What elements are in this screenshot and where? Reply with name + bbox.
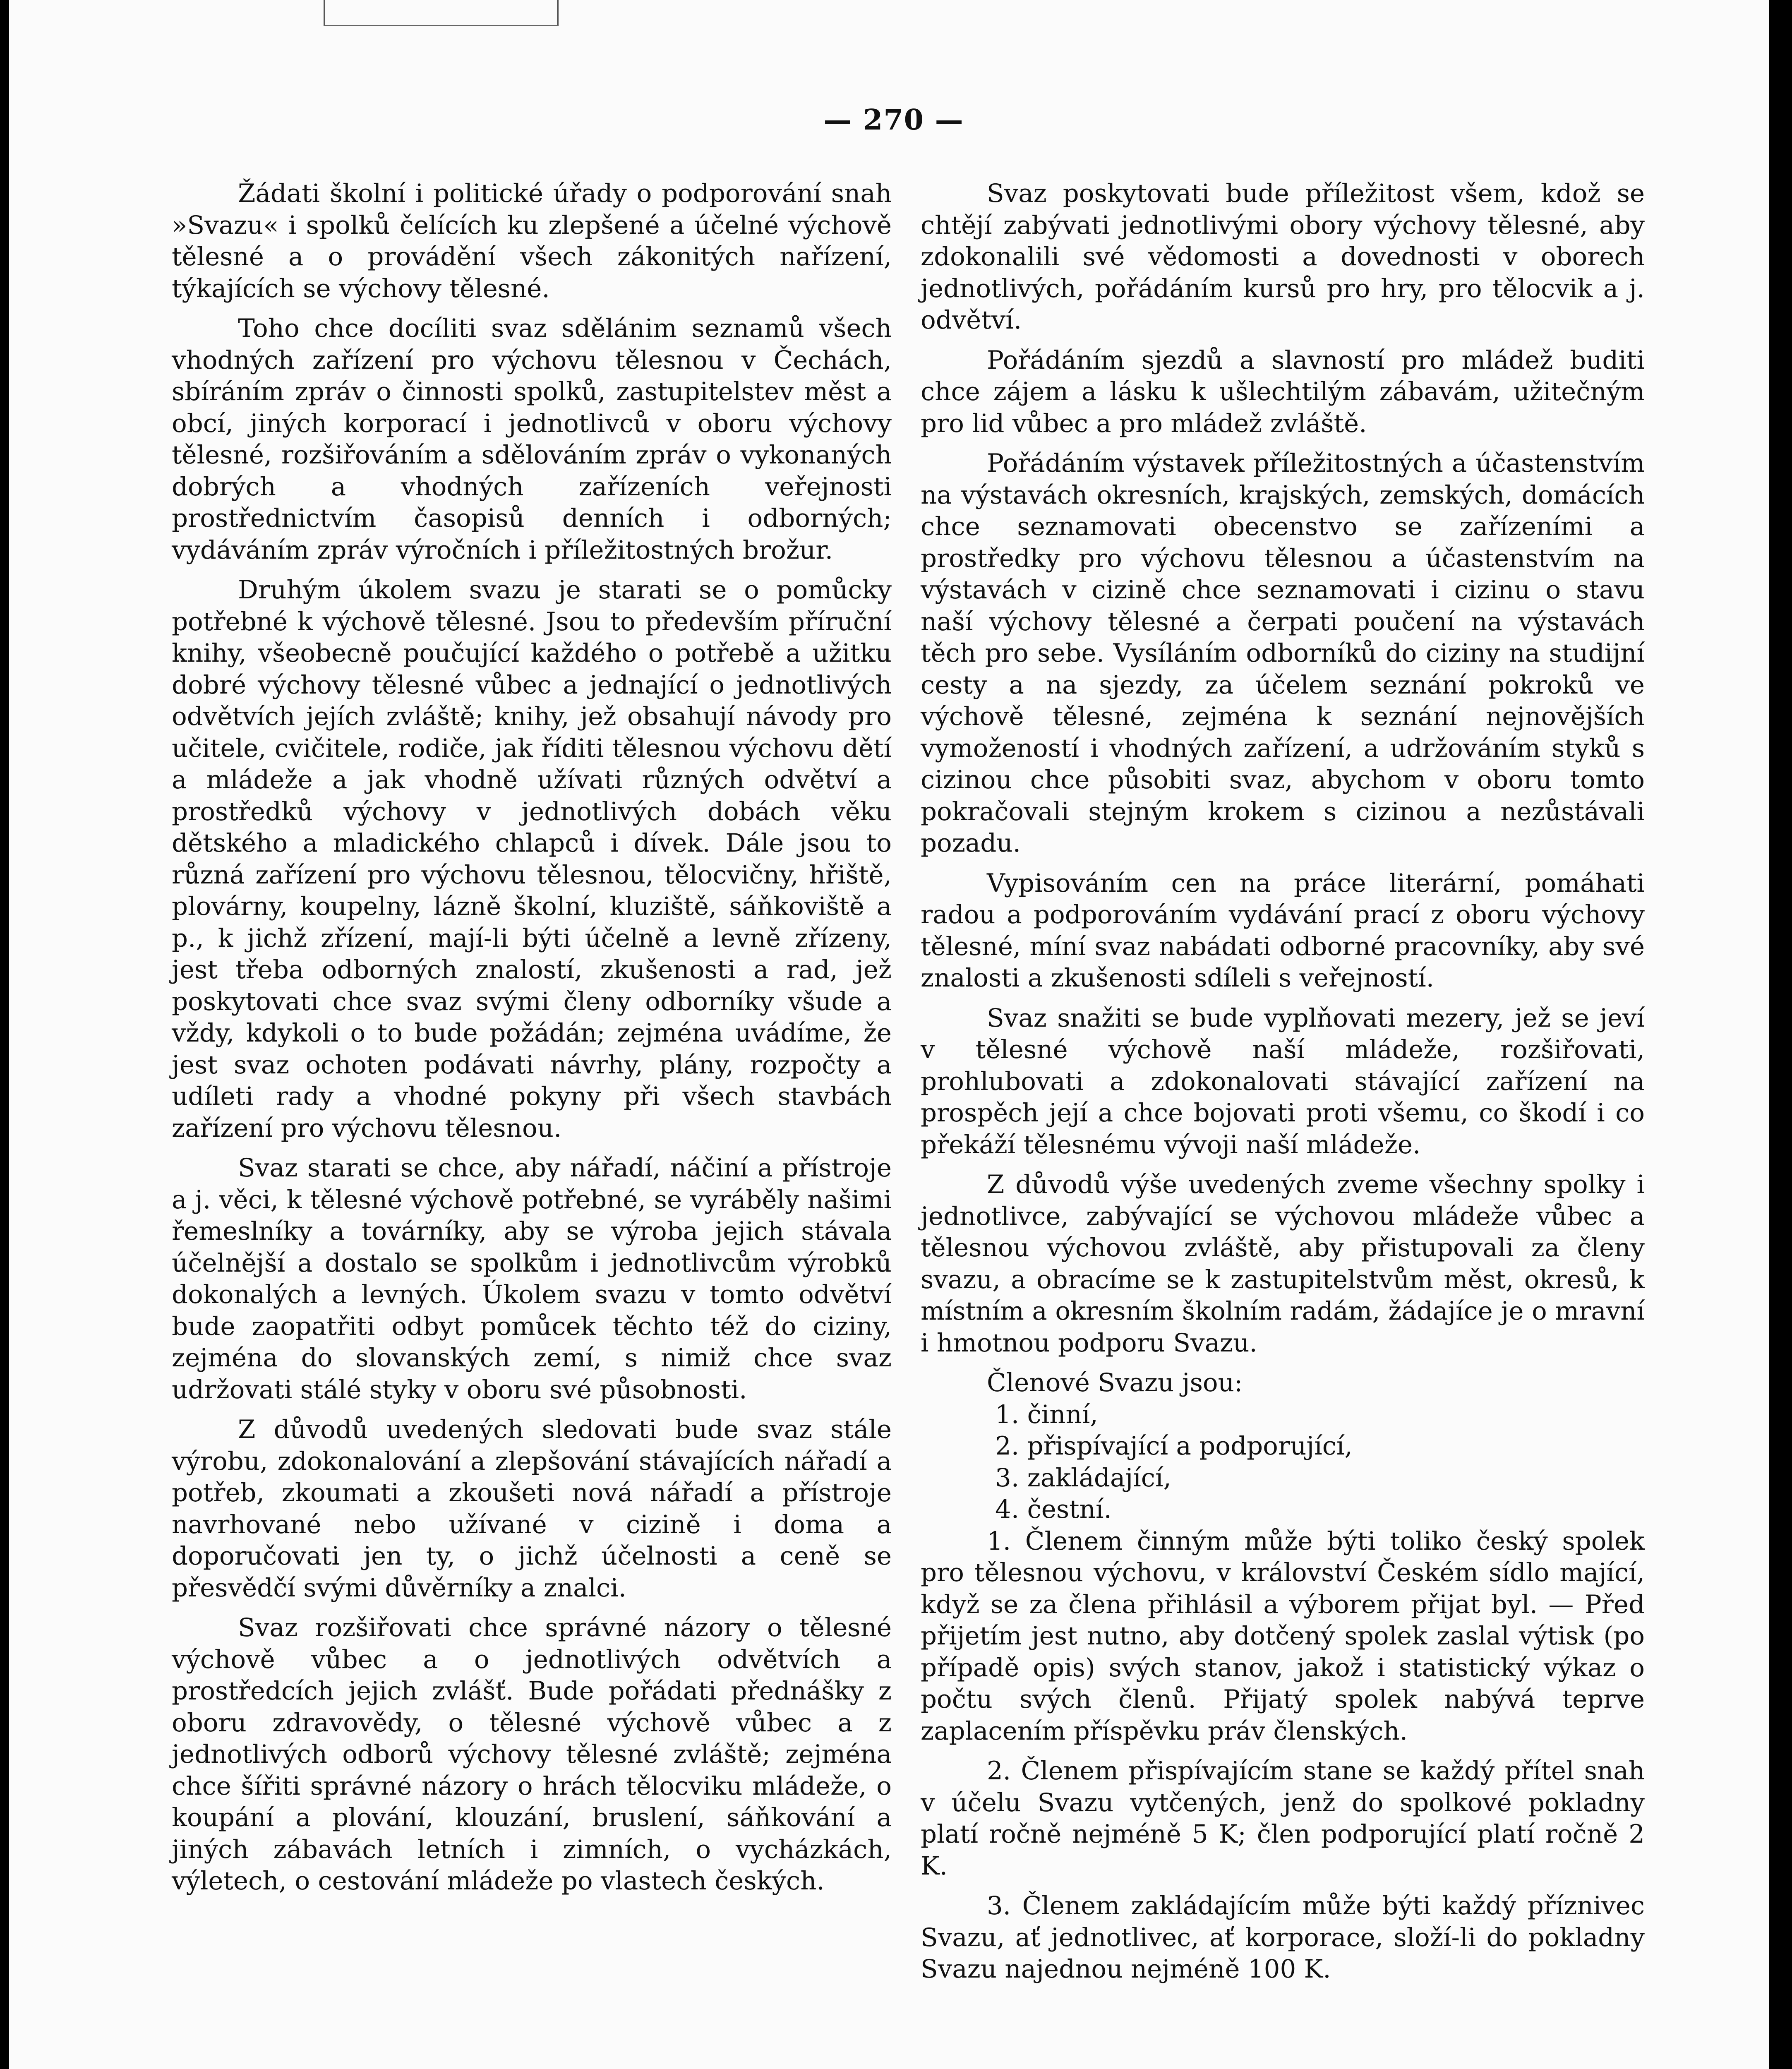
- member-type-item: 2. přispívající a podporující,: [995, 1431, 1353, 1461]
- paragraph: Svaz snažiti se bude vyplňovati mezery, jež se jeví v tělesné výchově naší mládeže, rozšiřovati, prohlubovati a zdokonalovati stávající zařízení na prospěch její a chce bojovati proti všemu, co škodí i co překáží tělesnému vývoji naší mládeže.: [921, 1003, 1645, 1159]
- paragraph: Svaz starati se chce, aby nářadí, náčiní a přístroje a j. věci, k tělesné výchově potřebné, se vyráběly našimi řemeslníky a továrníky, aby se výroba jejich stávala účelnější a dostalo se spolkům i jednotlivcům výrobků dokonalých a levných. Úkolem svazu v tomto odvětví bude zaopatřiti odbyt pomůcek těchto též do ciziny, zejména do slovanských zemí, s nimiž chce svaz udržovati stálé styky v oboru své působnosti.: [172, 1153, 892, 1404]
- paragraph: Z důvodů uvedených sledovati bude svaz stále výrobu, zdokonalování a zlepšování stávajících nářadí a potřeb, zkoumati a zkoušeti nová nářadí a přístroje navrhované nebo užívané v cizině i doma a doporučovati jen ty, o jichž účelnosti a ceně se přesvědčí svými důvěrníky a znalci.: [172, 1415, 892, 1603]
- scan-border-right: [1769, 0, 1792, 2069]
- paragraph: Žádati školní i politické úřady o podporování snah »Svazu« i spolků čelících ku zlepšené a účelné výchově tělesné a o provádění všech zákonitých nařízení, týkajících se výchovy tělesné.: [172, 179, 892, 303]
- scan-top-mark: [324, 0, 559, 26]
- paragraph: Druhým úkolem svazu je starati se o pomůcky potřebné k výchově tělesné. Jsou to především příruční knihy, všeobecně poučující každého o potřebě a užitku dobré výchovy tělesné vůbec a jednající o jednotlivých odvětvích jejích zvláště; knihy, jež obsahují návody pro učitele, cvičitele, rodiče, jak říditi tělesnou výchovu dětí a mládeže a jak vhodně užívati různých odvětví a prostředků výchovy v jednotlivých dobách věku dětského a mladického chlapců i dívek. Dále jsou to různá zařízení pro výchovu tělesnou, tělocvičny, hřiště, plovárny, koupelny, lázně školní, kluziště, sáňkoviště a p., k jichž zřízení, mají-li býti účelně a levně zřízeny, jest třeba odborných znalostí, zkušenosti a rad, jež poskytovati chce svaz svými členy odborníky všude a vždy, kdykoli o to bude požádán; zejména uvádíme, že jest svaz ochoten podávati návrhy, plány, rozpočty a udíleti rady a vhodné pokyny při všech stavbách zařízení pro výchovu tělesnou.: [172, 575, 892, 1143]
- paragraph: Pořádáním výstavek příležitostných a účastenstvím na výstavách okresních, krajských, zemských, domácích chce seznamovati obecenstvo se zařízeními a prostředky pro výchovu tělesnou a účastenstvím na výstavách v cizině chce seznamovati i cizinu o stavu naší výchovy tělesné a čerpati poučení na výstavách těch pro sebe. Vysíláním odborníků do ciziny na studijní cesty a na sjezdy, za účelem seznání pokroků ve výchově tělesné, zejména k seznání nejnovějších vymožeností i vhodných zařízení, a udržováním styků s cizinou chce působiti svaz, abychom v oboru tomto pokračovali stejným krokem s cizinou a nezůstávali pozadu.: [921, 449, 1645, 858]
- paragraph: Svaz poskytovati bude příležitost všem, kdož se chtějí zabývati jednotlivými obory výchovy tělesné, aby zdokonalili své vědomosti a dovednosti v oborech jednotlivých, pořádáním kursů pro hry, pro tělocvik a j. odvětví.: [921, 179, 1645, 335]
- page-number: — 270 —: [823, 103, 964, 137]
- paragraph: Pořádáním sjezdů a slavností pro mládež buditi chce zájem a lásku k ušlechtilým zábavám, užitečným pro lid vůbec a pro mládež zvláště.: [921, 345, 1645, 438]
- right-column: [921, 178, 1645, 1994]
- member-type-item: 4. čestní.: [995, 1495, 1112, 1524]
- paragraph: Z důvodů výše uvedených zveme všechny spolky i jednotlivce, zabývající se výchovou mládeže vůbec a tělesnou výchovou zvláště, aby přistupovali za členy svazu, a obracíme se k zastupitelstvům měst, okresů, k místním a okresním školním radám, žádajíce je o mravní i hmotnou podporu Svazu.: [921, 1170, 1645, 1358]
- member-type-item: 3. zakládající,: [995, 1463, 1171, 1493]
- paragraph: Vypisováním cen na práce literární, pomáhati radou a podporováním vydávání prací z oboru výchovy tělesné, míní svaz nabádati odborné pracovníky, aby své znalosti a zkušenosti sdíleli s veřejností.: [921, 868, 1645, 993]
- paragraph: 2. Členem přispívajícím stane se každý přítel snah v účelu Svazu vytčených, jenž do spolkové pokladny platí ročně nejméně 5 K; člen podporující platí ročně 2 K.: [921, 1756, 1645, 1881]
- scan-border-left: [0, 0, 9, 2069]
- members-heading: Členové Svazu jsou:: [987, 1368, 1243, 1397]
- left-column: [172, 178, 892, 1906]
- paragraph: Toho chce docíliti svaz sdělánim seznamů všech vhodných zařízení pro výchovu tělesnou v Čechách, sbíráním zpráv o činnosti spolků, zastupitelstev měst a obcí, jiných korporací i jednotlivců v oboru výchovy tělesné, rozšiřováním a sdělováním zpráv o vykonaných dobrých a vhodných zařízeních veřejnosti prostřednictvím časopisů denních i odborných; vydáváním zpráv výročních i příležitostných brožur.: [172, 314, 892, 565]
- paragraph: 3. Členem zakládajícím může býti každý příznivec Svazu, ať jednotlivec, ať korporace, složí-li do pokladny Svazu najednou nejméně 100 K.: [921, 1891, 1645, 1984]
- paragraph: Svaz rozšiřovati chce správné názory o tělesné výchově vůbec a o jednotlivých odvětvích a prostředcích jejich zvlášť. Bude pořádati přednášky z oboru zdravovědy, o tělesné výchově vůbec a z jednotlivých odborů výchovy tělesné zvláště; zejména chce šířiti správné názory o hrách tělocviku mládeže, o koupání a plování, klouzání, bruslení, sáňkování a jiných zábavách letních i zimních, o vycházkách, výletech, o cestování mládeže po vlastech českých.: [172, 1613, 892, 1896]
- member-type-item: 1. činní,: [995, 1399, 1098, 1429]
- paragraph: 1. Členem činným může býti toliko český spolek pro tělesnou výchovu, v království Českém sídlo mající, když se za člena přihlásil a výborem přijat byl. — Před přijetím jest nutno, aby dotčený spolek zaslal výtisk (po případě opis) svých stanov, jakož i statistický výkaz o počtu svých členů. Přijatý spolek nabývá teprve zaplacením příspěvku práv členských.: [921, 1526, 1645, 1746]
